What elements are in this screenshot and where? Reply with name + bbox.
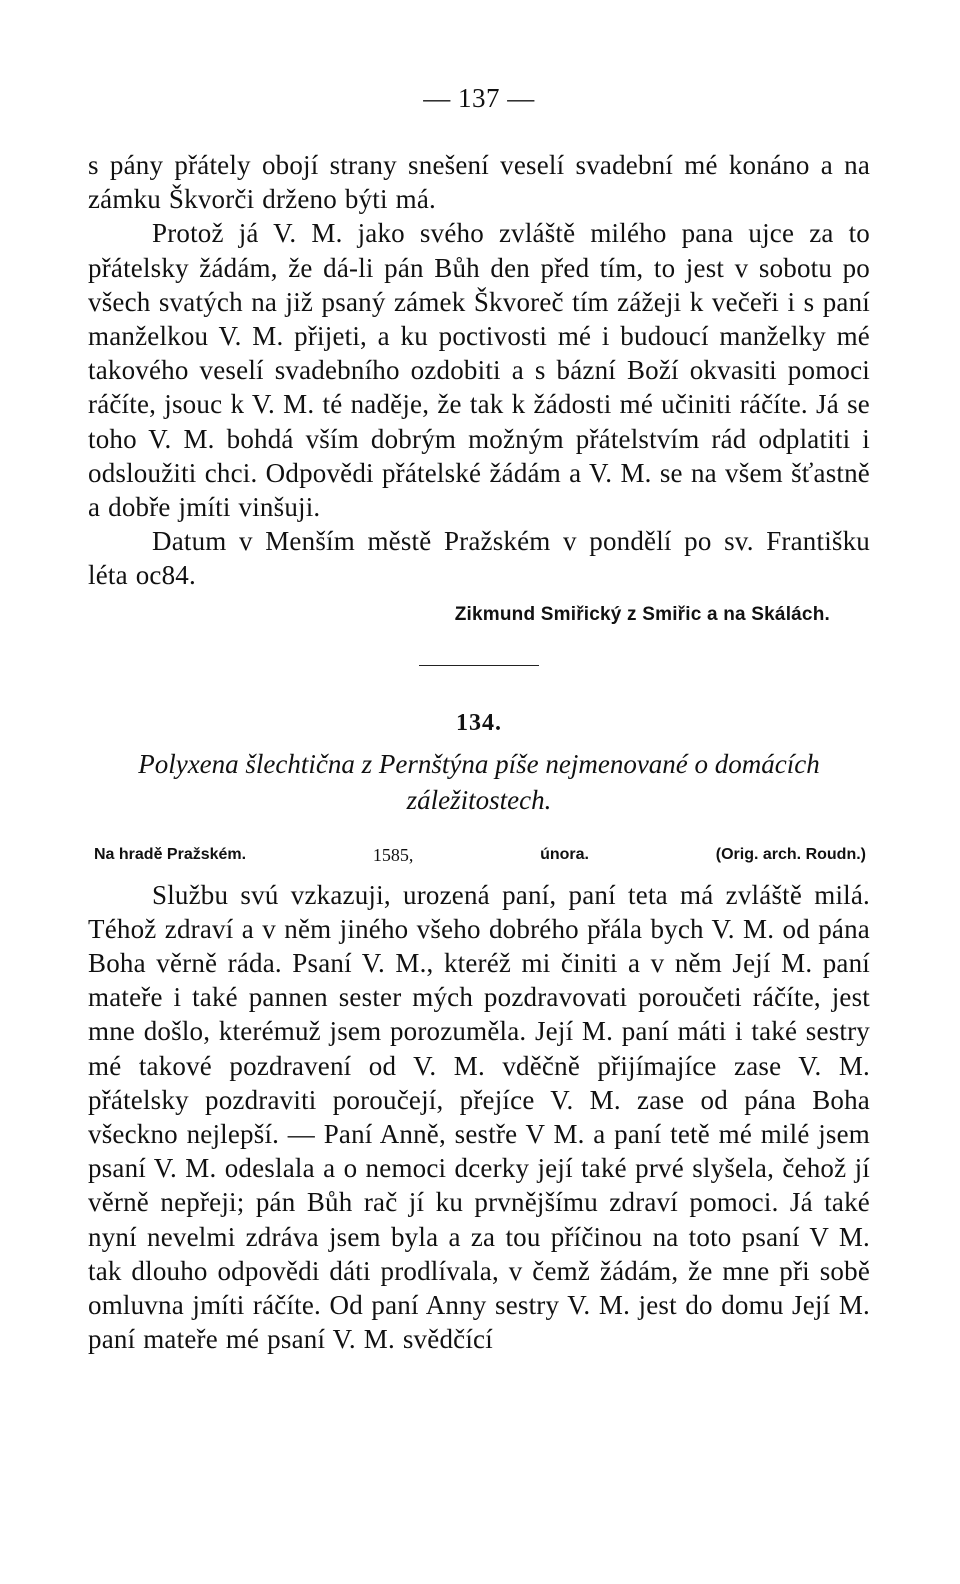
letter-number: 134. bbox=[456, 709, 502, 736]
letter-heading: Polyxena šlechtična z Pernštýna píše nejmenované o domácích záležitostech. bbox=[138, 748, 820, 815]
meta-place: Na hradě Pražském. bbox=[94, 845, 247, 863]
meta-source: (Orig. arch. Roudn.) bbox=[715, 845, 866, 863]
page-number: — 137 — bbox=[423, 83, 535, 113]
letter-body: Službu svú vzkazuji, urozená paní, paní teta má zvláště milá. Téhož zdraví a v něm jiného všeho dobrého přála bych V. M. od pána Boha věrně ráda. Psaní V. M., kteréž mi činiti a v něm Její M. paní mateře i také pannen sester mých pozdravovati poroučeti ráčíte, jest mne došlo, kterémuž jsem porozuměla. Její M. paní máti i také sestry mé takové pozdravení od V. M. vděčně přijímajíce zase V. M. přátelsky pozdraviti poroučejí, přejíce V. M. zase od pána Boha všeckno nejlepší. — Paní Anně, sestře V M. a paní tetě mé milé jsem psaní V. M. odeslala a o nemoci dcerky její také prvé slyšela, čehož jí věrně nepřeji; pán Bůh rač jí ku prvnějšímu zdraví pomoci. Já také nyní nevelmi zdráva jsem byla a za tou příčinou na toto psaní V M. tak dlouho odpovědi dáti prodlívala, v čemž žádám, že mne při sobě omluvna jmíti ráčíte. Od paní Anny sestry V. M. jest do domu Její M. paní mateře mé psaní V. M. svědčící bbox=[88, 879, 870, 1355]
section-divider bbox=[419, 665, 539, 666]
letter-meta bbox=[88, 844, 870, 866]
meta-year: 1585, bbox=[372, 844, 414, 865]
document-page bbox=[88, 78, 870, 1356]
paragraph-continuation: s pány přátely obojí strany snešení veselí svadební mé konáno a na zámku Škvorči drženo býti má. bbox=[88, 150, 870, 215]
paragraph-request: Protož já V. M. jako svého zvláště milého pana ujce za to přátelsky žádám, že dá-li pán Bůh den před tím, to jest v sobotu po všech svatých na již psaný zámek Škvoreč tím zážeji k večeři i s paní manželkou V. M. přijeti, a ku poctivosti mé i budoucí manželky mé takového veselí svadebního ozdobiti a s bázní Boží okvasiti pomoci ráčíte, jsouc k V. M. té naděje, že tak k žádosti mé učiniti ráčíte. Já se toho V. M. bohdá vším dobrým možným přátelstvím rád odplatiti i odsloužiti chci. Odpovědi přátelské žádám a V. M. se na všem šťastně a dobře jmíti vinšuji. bbox=[88, 218, 870, 523]
paragraph-dating: Datum v Menším městě Pražském v pondělí po sv. Františku léta oc84. bbox=[88, 526, 870, 591]
signature: Zikmund Smiřický z Smiřic a na Skálách. bbox=[454, 603, 830, 625]
meta-month: února. bbox=[540, 845, 589, 863]
